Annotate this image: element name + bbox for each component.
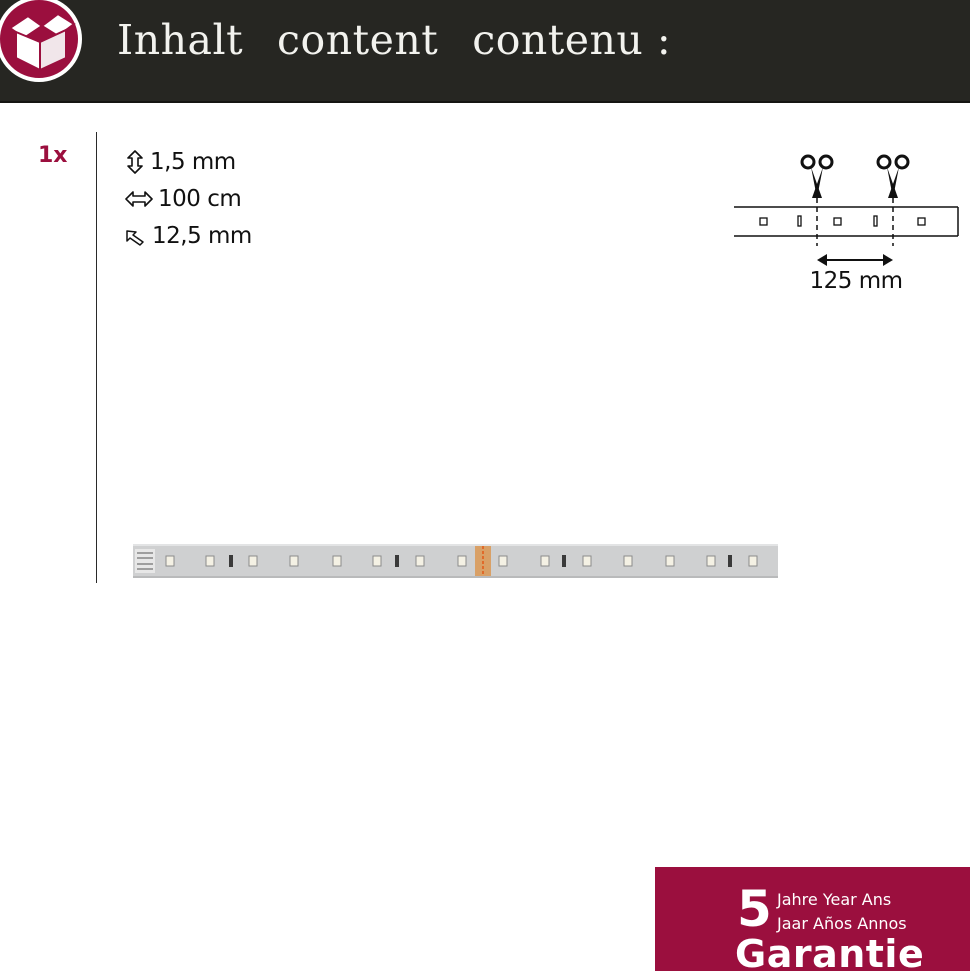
warranty-title: Garantie [735,932,925,971]
spec-height-value: 1,5 mm [150,148,236,175]
title-french: contenu : [472,16,672,64]
divider [96,132,97,583]
cutting-strip-graphic [728,148,964,268]
led-strip-image [133,544,778,578]
spec-height [124,143,252,180]
diagonal-arrow-icon [124,225,148,247]
warranty-years-text-1: Jahre Year Ans [777,890,892,909]
scissors-icon [802,156,832,198]
contents-header [0,0,970,103]
spec-width [124,180,252,217]
title-german: Inhalt [117,16,244,64]
open-box-icon [0,0,82,82]
title-english: content [277,16,439,64]
spec-diagonal-value: 12,5 mm [152,222,252,249]
warranty-years-text-2: Jaar Años Annos [777,914,907,933]
quantity-label: 1x [38,143,68,168]
cut-interval-label: 125 mm [809,268,903,294]
scissors-icon [878,156,908,198]
contents-title [117,14,671,66]
warranty-badge [655,867,970,971]
dimension-specs [124,143,252,254]
cutting-diagram [728,148,964,308]
width-arrows-icon [124,188,154,210]
spec-width-value: 100 cm [158,185,242,212]
spec-diagonal [124,217,252,254]
height-arrows-icon [124,149,146,175]
warranty-years: 5 [737,880,772,938]
